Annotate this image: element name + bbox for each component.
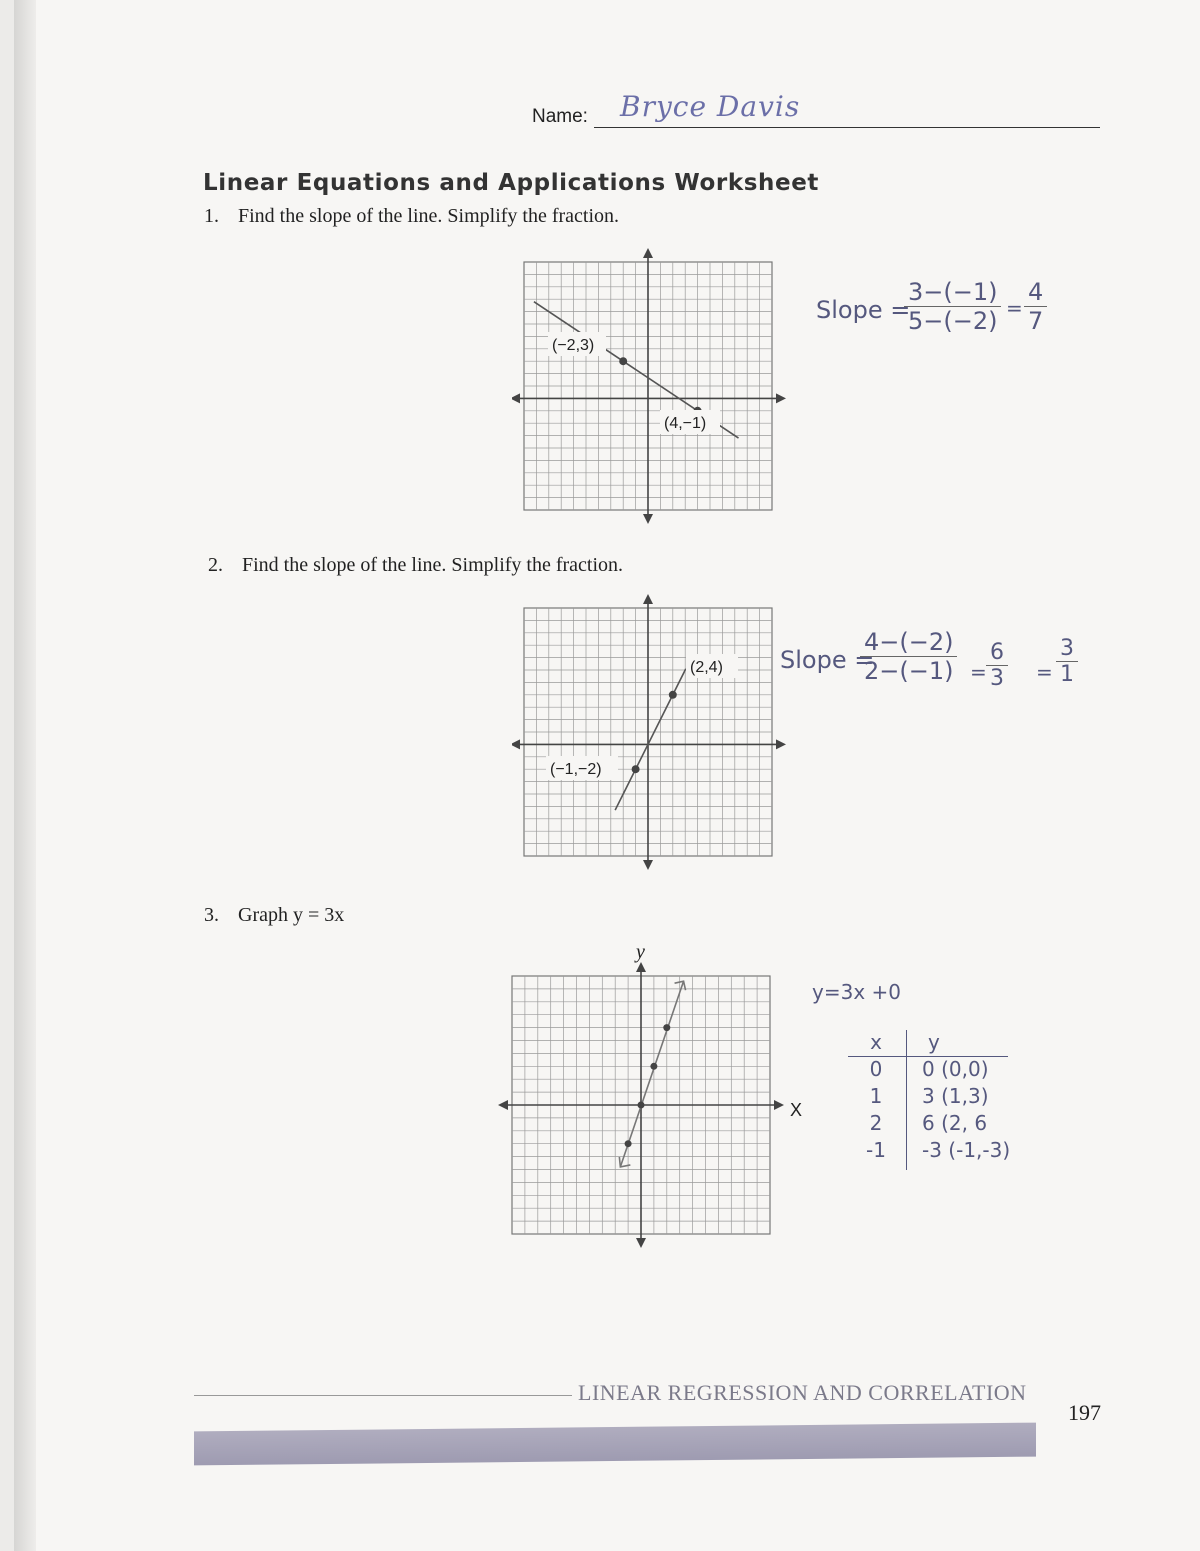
question-3-graph: [498, 940, 818, 1260]
point-label-1: [686, 654, 738, 678]
question-1: [204, 205, 619, 228]
point-label-2: [660, 410, 720, 434]
arrow-right-icon: [776, 393, 786, 403]
table-divider: [906, 1030, 907, 1170]
q1-answer-fraction: [904, 278, 1001, 335]
question-2-prompt: Find the slope of the line. Simplify the fraction.: [242, 554, 624, 576]
q1-equals: =: [1006, 296, 1023, 320]
q1-result-fraction: $\frac{4}{7}$: [1024, 278, 1047, 335]
name-label: Name:: [532, 106, 588, 127]
q2-result-fraction: $\frac{3}{1}$: [1056, 636, 1078, 687]
question-2-number: 2.: [208, 554, 223, 576]
svg-text:(−2,3): (−2,3): [552, 337, 595, 354]
q1-denominator: 5−(−2): [904, 306, 1001, 335]
name-underline: [594, 127, 1100, 128]
drawn-arrow-down-icon: [619, 1157, 630, 1167]
arrow-left-icon: [512, 393, 520, 403]
question-2: [208, 554, 623, 577]
question-3: [204, 904, 344, 927]
arrow-up-icon: [636, 962, 646, 972]
graph-point: [669, 691, 677, 699]
graph-point: [650, 1063, 657, 1070]
arrow-down-icon: [636, 1238, 646, 1248]
q1-answer-prefix: Slope =: [816, 296, 911, 324]
question-1-number: 1.: [204, 205, 219, 227]
footer-rule: [194, 1395, 572, 1396]
graph-line-segment: [615, 669, 686, 810]
q2-answer-prefix: Slope =: [780, 646, 875, 674]
question-3-prompt: Graph y = 3x: [238, 904, 345, 926]
graph-line: [615, 669, 686, 810]
graph-point: [625, 1140, 632, 1147]
page-number: 197: [1068, 1400, 1101, 1425]
name-handwritten: Bryce Davis: [620, 90, 801, 123]
name-row: [532, 90, 1100, 134]
q2-mid-fraction: $\frac{6}{3}$: [986, 640, 1008, 691]
x-axis-label: X: [790, 1100, 803, 1120]
arrow-up-icon: [643, 594, 653, 604]
page-edge-shadow: [14, 0, 36, 1551]
graph-point: [663, 1024, 670, 1031]
question-3-number: 3.: [204, 904, 219, 926]
arrow-right-icon: [776, 739, 786, 749]
arrow-down-icon: [643, 514, 653, 524]
arrow-right-icon: [774, 1100, 784, 1110]
arrow-up-icon: [643, 248, 653, 258]
q2-equals-1: =: [970, 660, 987, 684]
footer-section-title: LINEAR REGRESSION AND CORRELATION: [578, 1380, 1027, 1405]
svg-text:(4,−1): (4,−1): [664, 415, 707, 432]
y-axis-label: y: [636, 941, 645, 963]
q3-equation: y=3x +0: [812, 980, 901, 1004]
svg-text:(−1,−2): (−1,−2): [550, 761, 602, 778]
question-2-graph: [512, 594, 792, 874]
point-label-2: [546, 756, 618, 780]
arrow-left-icon: [512, 739, 520, 749]
q2-answer-fraction: $\frac{4-(-2)}{2-(-1)}$: [860, 628, 957, 685]
arrow-down-icon: [643, 860, 653, 870]
drawn-line: [620, 981, 683, 1167]
svg-text:(2,4): (2,4): [690, 659, 723, 676]
question-1-graph: [512, 248, 792, 528]
graph-point: [632, 765, 640, 773]
arrow-left-icon: [498, 1100, 508, 1110]
graph-point: [619, 357, 627, 365]
point-label-1: [548, 332, 606, 356]
question-1-prompt: Find the slope of the line. Simplify the fraction.: [238, 205, 620, 227]
worksheet-title: Linear Equations and Applications Worksheet: [203, 170, 820, 196]
q2-equals-2: =: [1036, 660, 1053, 684]
graph-point: [638, 1102, 645, 1109]
q1-numerator: 3−(−1): [908, 278, 998, 306]
graph-line: [619, 981, 685, 1167]
